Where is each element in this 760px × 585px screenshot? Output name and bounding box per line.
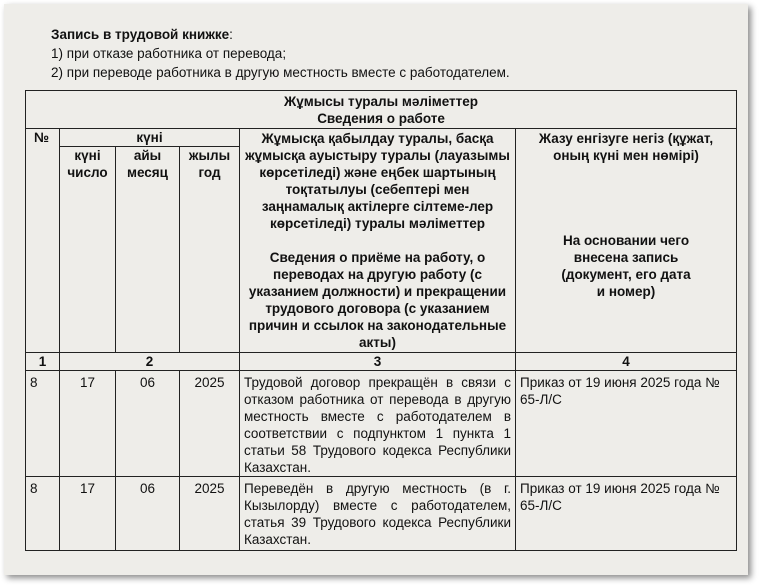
header-date-group: күні (60, 129, 240, 147)
row-month: 06 (116, 371, 180, 477)
header-basis-ru: На основании чего внесена запись (документ, его дата и номер) (561, 233, 691, 299)
row-month: 06 (116, 477, 180, 551)
table-title-ru: Сведения о работе (317, 111, 445, 126)
header-info-ru: Сведения о приёме на работу, о переводах на другую работу (с указанием должности) и прекращении трудового договора (с указанием причин и ссылок на законодательные акты) (248, 250, 507, 350)
header-month-kz: айы (133, 148, 162, 164)
row-day: 17 (60, 477, 116, 551)
header-row-1 (26, 129, 737, 147)
header-info-cell (240, 129, 516, 353)
intro-title: Запись в трудовой книжке (51, 27, 230, 42)
intro-block (51, 25, 510, 82)
intro-title-colon: : (229, 27, 233, 42)
header-day-kz: күні (74, 148, 101, 164)
row-number: 8 (26, 477, 60, 551)
column-number-4: 4 (516, 353, 737, 371)
row-year: 2025 (180, 477, 240, 551)
header-day (60, 147, 116, 353)
column-number-2: 2 (60, 353, 240, 371)
intro-line-1: 1) при отказе работника от перевода; (51, 46, 287, 61)
column-number-3: 3 (240, 353, 516, 371)
row-info: Переведён в другую местность (в г. Кызылорду) вместе с работодателем, статья 39 Трудового кодекса Республики Казахстан. (240, 477, 516, 551)
header-basis-kz: Жазу енгізуге негіз (құжат, оның күні мен нөмірі) (538, 131, 714, 163)
table-title-cell (26, 91, 737, 129)
intro-line-2: 2) при переводе работника в другую местность вместе с работодателем. (51, 65, 510, 80)
row-info: Трудовой договор прекращён в связи с отказом работника от перевода в другую местность вместе с работодателем в соответствии с подпунктом 1 пункта 1 статьи 58 Трудового кодекса Республики Казахстан. (240, 371, 516, 477)
table-title-row (26, 91, 737, 129)
row-number: 8 (26, 371, 60, 477)
column-number-1: 1 (26, 353, 60, 371)
work-record-table (25, 90, 737, 551)
row-year: 2025 (180, 371, 240, 477)
row-basis: Приказ от 19 июня 2025 года № 65-Л/С (516, 477, 737, 551)
table-row (26, 477, 737, 551)
header-month-ru: месяц (126, 165, 168, 181)
header-year-ru: год (198, 165, 221, 181)
header-year (180, 147, 240, 353)
header-month (116, 147, 180, 353)
table-row (26, 371, 737, 477)
header-day-ru: число (67, 165, 108, 181)
table-title-kz: Жұмысы туралы мәліметтер (284, 94, 479, 109)
intro-title-line (51, 25, 510, 44)
header-number: № (26, 129, 60, 353)
row-basis: Приказ от 19 июня 2025 года № 65-Л/С (516, 371, 737, 477)
header-year-kz: жылы (188, 148, 231, 164)
header-basis-cell (516, 129, 737, 353)
row-day: 17 (60, 371, 116, 477)
header-info-kz: Жұмысқа қабылдау туралы, басқа жұмысқа ауыстыру туралы (лауазымы көрсетіледі) және еңбек шартының тоқтатылуы (себептері мен заңнамалық актілерге сілтеме-лер көрсетіледі) туралы мәліметтер (245, 131, 510, 231)
column-number-row (26, 353, 737, 371)
